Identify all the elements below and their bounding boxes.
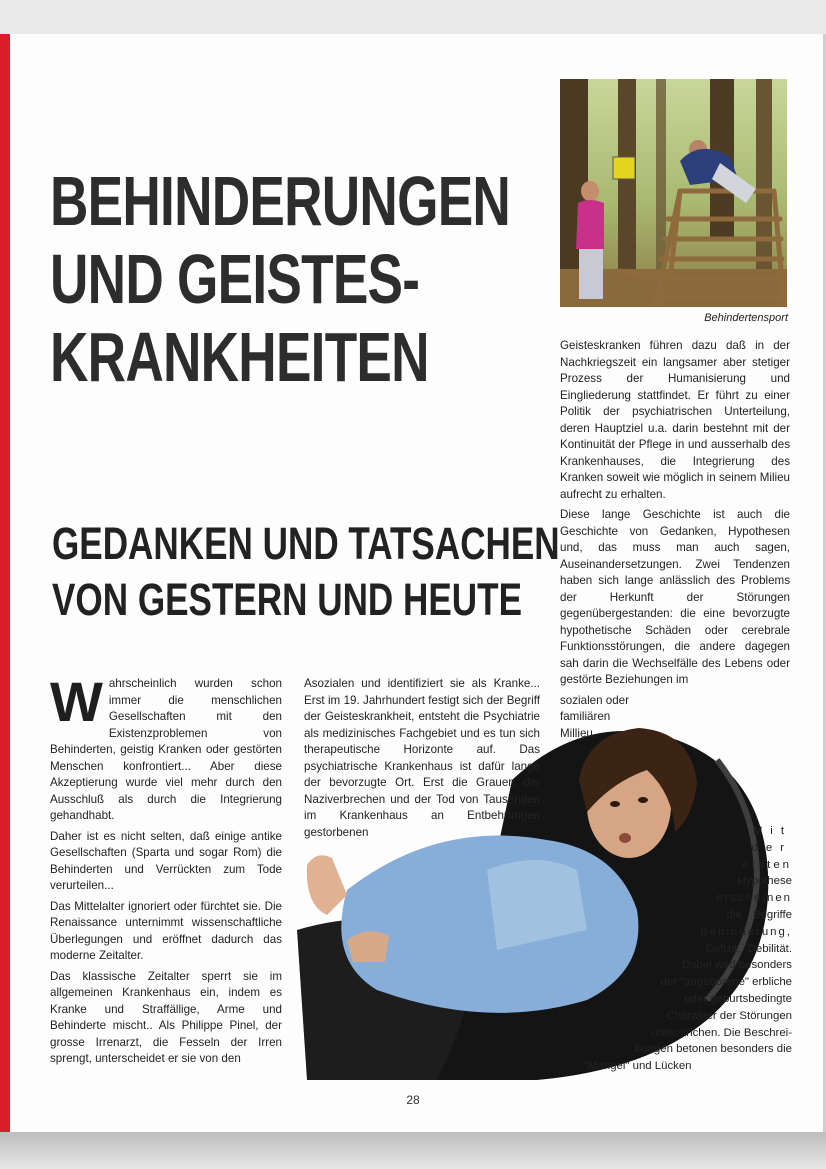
paragraph-end [560, 693, 650, 743]
paragraph: Geisteskranken führen dazu daß in der Nachkriegszeit ein langsamer aber stetiger Prozess der Humanisierung und Eingliederung stattfindet. Er führt zu einer Politik der psychiatrischen Unterteilung, deren Hauptziel u.a. darin bestehnt mit der Kontinuität der Pflege in und ausserhalb des Krankenhauses, die Integrierung des Kranken soweit wie möglich in seinem Milieu aufrecht zu erhalten. [560, 339, 790, 501]
text-line: Charakter der Störungen [666, 1009, 792, 1022]
paragraph: Daher ist es nicht selten, daß einige antike Gesellschaften (Sparta und sogar Rom) die Behinderten und Verrückten zum Tode verurteilen... [50, 829, 282, 892]
article-column-1 [50, 670, 282, 1072]
title-line: UND GEISTES- [50, 240, 420, 318]
text-line: Dabei wird besonders [681, 959, 792, 972]
sports-photo [560, 79, 787, 307]
text-line: "Mängel" und Lücken [584, 1060, 692, 1073]
text-line: bungen betonen besonders die [634, 1043, 792, 1056]
paragraph-text: ahrscheinlich wurden schon immer die menschlichen Gesellschaften mit den Existenzproblemen von Behinderten, geistig Kranken oder gestörten Menschen konfrontiert... Aber diese Akzeptierung wurde viel mehr durch den Ausschluß als durch die Integrierung gehandhabt. [50, 677, 282, 822]
subtitle-line: VON GESTERN UND HEUTE [52, 574, 522, 625]
page-title [50, 162, 510, 396]
text-line: oder geburtsbedingte [684, 992, 792, 1005]
page-subtitle [52, 516, 560, 628]
paragraph [560, 507, 790, 689]
text-line: Mit [752, 825, 792, 837]
text-line: ersten [742, 858, 792, 871]
paragraph: Das klassische Zeitalter sperrt sie im allgemeinen Krankenhaus ein, indem es Kranke und Straffällige, Arme und Behinderte mischt.. Als Philippe Pinel, der grosse Irrenarzt, die Fesseln der Irren sprengt, unterscheidet er sie von den [50, 969, 282, 1065]
text-line: familiären [560, 710, 611, 723]
text-line: Hypothese [737, 875, 792, 888]
text-line: Defizit, Debilität. [705, 942, 792, 955]
scan-bottom-shadow [0, 1132, 826, 1169]
article-column-2 [304, 676, 540, 845]
text-line: die Begriffe [726, 908, 792, 921]
paragraph-text: Diese lange Geschichte ist auch die Geschichte von Gedanken, Hypothesen und, das muss man auch sagen, Auseinandersetzungen. Zwei Tendenzen haben sich lange anlässlich des Problems der Herkunft der Störungen gegenübergestanden: die eine bevorzugte hypothetische Schäden oder cerebrale Funktionsstörungen, die andere dagegen sah darin die Wechselfälle des Lebens oder gestörte Beziehungen im [560, 508, 790, 686]
text-line: sozialen oder [560, 693, 629, 707]
drop-cap: W [50, 670, 103, 733]
text-line: unterstrichen. Die Beschrei- [651, 1026, 792, 1039]
photo-caption: Behindertensport [704, 312, 788, 324]
article-continuation [580, 823, 792, 1075]
title-line: BEHINDERUNGEN [50, 162, 511, 240]
title-line: KRANKHEITEN [50, 318, 429, 396]
text-line: der [751, 841, 792, 854]
text-line: erscheinen [716, 892, 792, 905]
subtitle-line: GEDANKEN UND TATSACHEN [52, 518, 560, 569]
forest-illustration [560, 79, 787, 307]
article-column-3 [560, 338, 790, 742]
text-line: Behinderung, [700, 925, 792, 938]
red-page-edge [0, 34, 10, 1132]
text-line: Millieu. [560, 726, 597, 740]
text-line: der "angeborene" erbliche [660, 976, 792, 989]
paragraph [50, 670, 282, 825]
page-number: 28 [406, 1093, 420, 1107]
paragraph: Das Mittelalter ignoriert oder fürchtet sie. Die Renaissance unternimmt wissenschaftliche Überlegungen und eröffnet dadurch das moderne Zeitalter. [50, 899, 282, 962]
paragraph: Asozialen und identifiziert sie als Kranke... Erst im 19. Jahrhundert festigt sich der Begriff der Geisteskrankheit, entsteht die Psychiatrie als medizinisches Fachgebiet und es tun sich therapeutische Horizonte auf. Das psychiatrische Krankenhaus ist dafür lange der bevorzugte Ort. Erst die Grauen der Naziverbrechen und der Tod von Tausenden im Krankenhaus an Entbehrungen gestorbenen [304, 677, 540, 839]
